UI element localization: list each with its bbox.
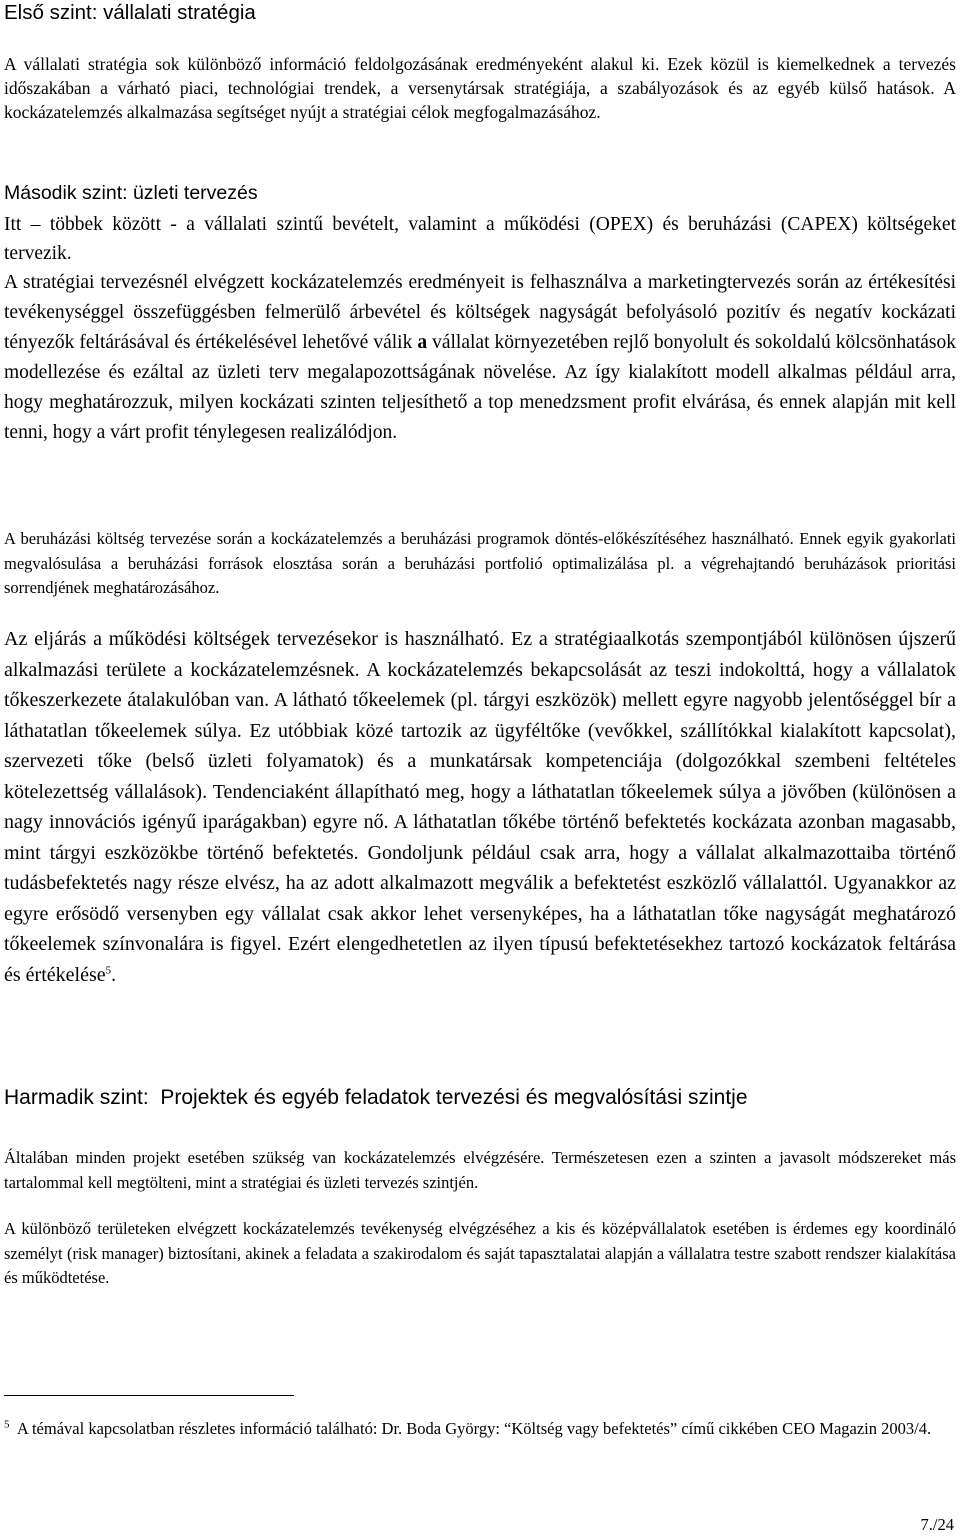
footnote-text: A témával kapcsolatban részletes információ található: Dr. Boda György: “Költség vagy befektetés” című cikkében CEO Magazin 2003/4. — [16, 1419, 932, 1438]
section-heading-level3 — [4, 1084, 956, 1112]
text-run: vállalat környezetében rejlő bonyolult és sokoldalú kölcsönhatások modellezése és ezáltal az üzleti terv megalapozottságának növelése. — [4, 332, 957, 383]
paragraph-opex — [4, 624, 956, 990]
text-run: A stratégiai tervezésnél elvégzett kockázatelemzés eredményeit is felhasználva a marketingtervezés során az értékesítési tevékenységgel összefüggésben felmerülő árbevétel és költségek nagyságát befolyásoló pozitív és negatív kockázati tényezők feltárásával és értékelésével lehetővé válik — [4, 272, 956, 353]
bold-article: a — [417, 332, 428, 353]
paragraph-strategy: A vállalati stratégia sok különböző információ feldolgozásának eredményeként alakul ki. Ezek közül is kiemelkednek a tervezés időszakában a várható piaci, technológiai trendek, a versenytársak stratégiája, a szabályozások és az egyéb külső hatások. A kockázatelemzés alkalmazása segítséget nyújt a stratégiai célok megfogalmazásához. — [4, 54, 956, 122]
section-heading-level2: Második szint: üzleti tervezés — [4, 182, 258, 204]
section-heading-level1: Első szint: vállalati stratégia — [4, 1, 256, 24]
heading-title: Projektek és egyéb feladatok tervezési és megvalósítási szintje — [160, 1086, 748, 1109]
footnote-reference[interactable]: 5 — [105, 963, 112, 976]
text-run: Az így kialakított modell alkalmas például arra, hogy meghatározzuk, milyen kockázati szinten teljesíthető a top menedzsment profit elvárása, és ennek alapján mit kell tenni, hogy a várt profit ténylegesen realizálódjon. — [4, 362, 956, 443]
text-run: Az eljárás a működési költségek tervezésekor is használható. Ez a stratégiaalkotás szempontjából különösen újszerű alkalmazási területe a kockázatelemzésnek. A kockázatelemzés bekapcsolását az teszi indokolttá, hogy a vállalatok tőkeszerkezete átalakulóban van. A látható tőkeelemek (pl. tárgyi eszközök) mellett egyre nagyobb jelentőséggel bír a láthatatlan tőkeelemek súlya. Ez utóbbiak közé tartozik az ügyféltőke (vevőkkel, szállítókkal kialakított kapcsolat), szervezeti tőke (belső üzleti folyamatok) és a munkatársak kompetenciája (dolgozókkal szembeni feltételes kötelezettség vállalások). Tendenciaként állapítható meg, hogy a láthatatlan tőkeelemek súlya a jövőben (különösen a nagy innovációs igényű iparágakban) egyre nő. A láthatatlan tőkébe történő befektetés kockázata azonban magasabb, mint tárgyi eszközökbe történő befektetés. Gondoljunk például csak arra, hogy a vállalat alkalmazottaiba történő tudásbefektetés nagy része elvész, ha az adott alkalmazott megválik a befektetést eszközlő vállalattól. Ugyanakkor az egyre erősödő versenyben egy vállalat csak akkor lehet versenyképes, ha a láthatatlan tőke nagyságát meghatározó tőkeelemek színvonalára is figyel. Ezért elengedhetetlen az ilyen típusú befektetésekhez tartozó kockázatok feltárása és értékelése — [4, 628, 956, 986]
paragraph-marketing-planning — [4, 268, 956, 448]
footnote — [4, 1416, 956, 1441]
paragraph-business-planning: Itt – többek között - a vállalati szintű bevételt, valamint a működési (OPEX) és beruházási (CAPEX) költségeket tervezik. — [4, 214, 956, 264]
page-number: 7./24 — [920, 1515, 954, 1534]
footnote-divider — [4, 1395, 294, 1396]
heading-prefix: Harmadik szint: — [4, 1086, 149, 1109]
paragraph-projects: Általában minden projekt esetében szükség van kockázatelemzés elvégzésére. Természetesen ezen a szinten a javasolt módszereket más tartalommal kell megtölteni, mint a stratégiai és üzleti tervezés szintjén. — [4, 1148, 956, 1192]
text-run: . — [111, 963, 117, 986]
paragraph-capex: A beruházási költség tervezése során a kockázatelemzés a beruházási programok döntés-előkészítéséhez használható. Ennek egyik gyakorlati megvalósulása a beruházási források elosztása során a beruházási portfolió optimalizálása pl. a végrehajtandó beruházások prioritási sorrendjének meghatározásához. — [4, 529, 956, 597]
paragraph-risk-manager: A különböző területeken elvégzett kockázatelemzés tevékenység elvégzéséhez a kis és középvállalatok esetében is érdemes egy koordináló személyt (risk manager) biztosítani, akinek a feladata a szakirodalom és saját tapasztalatai alapján a vállalatra testre szabott rendszer kialakítása és működtetése. — [4, 1219, 956, 1287]
footnote-number: 5 — [4, 1418, 10, 1431]
